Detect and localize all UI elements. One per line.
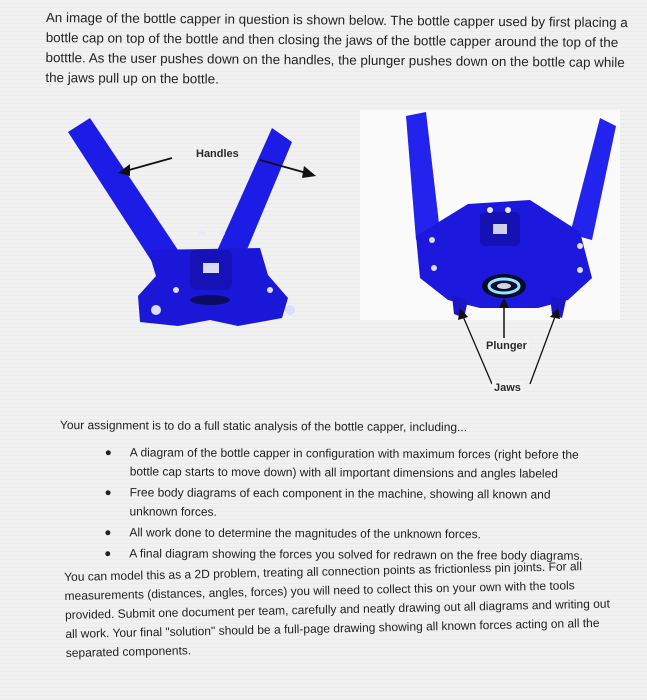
pin-icon — [577, 267, 583, 273]
list-item: A diagram of the bottle capper in configuration with maximum forces (right before the bottle cap starts to move down) with all important dimensions and angles labeled — [130, 443, 600, 483]
right-capper — [360, 110, 620, 320]
jaws-pointer-right — [530, 314, 556, 384]
list-item: All work done to determine the magnitudes of the unknown forces. — [129, 523, 599, 544]
left-jaw-opening — [190, 295, 230, 305]
pin-icon — [173, 287, 179, 293]
jaws-label: Jaws — [494, 382, 521, 394]
left-handle-left-arm — [68, 118, 178, 268]
pin-icon — [199, 230, 205, 236]
intro-paragraph — [45, 8, 636, 93]
pin-icon — [285, 305, 295, 315]
list-item: A final diagram showing the forces you solved for redrawn on the free body diagrams. — [129, 544, 599, 565]
handles-label: Handles — [196, 148, 239, 160]
arrow-head-icon — [302, 166, 316, 178]
assignment-section — [59, 416, 620, 568]
pin-icon — [429, 237, 435, 243]
pin-icon — [267, 287, 273, 293]
bottle-capper-figure — [60, 100, 620, 405]
pin-icon — [577, 243, 583, 249]
assignment-list — [59, 443, 620, 566]
closing-text: You can model this as a 2D problem, treating all connection points as frictionless pin joints. For all measurements (distances, angles, forces) you will need to collect this on your own with the tools provided. Submit one document per team, carefully and neatly drawing out all diagrams and writing out all work. Your final "solution" should be a full-page drawing showing all known forces acting on all the separated components. — [64, 559, 610, 660]
pin-icon — [151, 305, 161, 315]
pin-icon — [487, 207, 493, 213]
plunger-label: Plunger — [486, 340, 527, 352]
pin-icon — [431, 265, 437, 271]
list-item: Free body diagrams of each component in the machine, showing all known and unknown forces. — [129, 483, 599, 523]
plunger-face — [497, 283, 511, 289]
bottle-capper-photo — [60, 100, 620, 405]
left-capper-spring — [203, 263, 219, 273]
left-capper — [68, 118, 295, 326]
pin-icon — [505, 207, 511, 213]
right-capper-spring — [493, 224, 507, 234]
pin-icon — [219, 230, 225, 236]
assignment-lead: Your assignment is to do a full static analysis of the bottle capper, including... — [59, 417, 468, 435]
intro-text: An image of the bottle capper in question is shown below. The bottle capper used by first placing a bottle cap on top of the bottle and then closing the jaws of the bottle capper around the top of the botttle. As the user pushes down on the handles, the plunger pushes down on the bottle cap while the jaws pull up on the bottle. — [45, 9, 628, 87]
closing-paragraph — [64, 556, 622, 663]
